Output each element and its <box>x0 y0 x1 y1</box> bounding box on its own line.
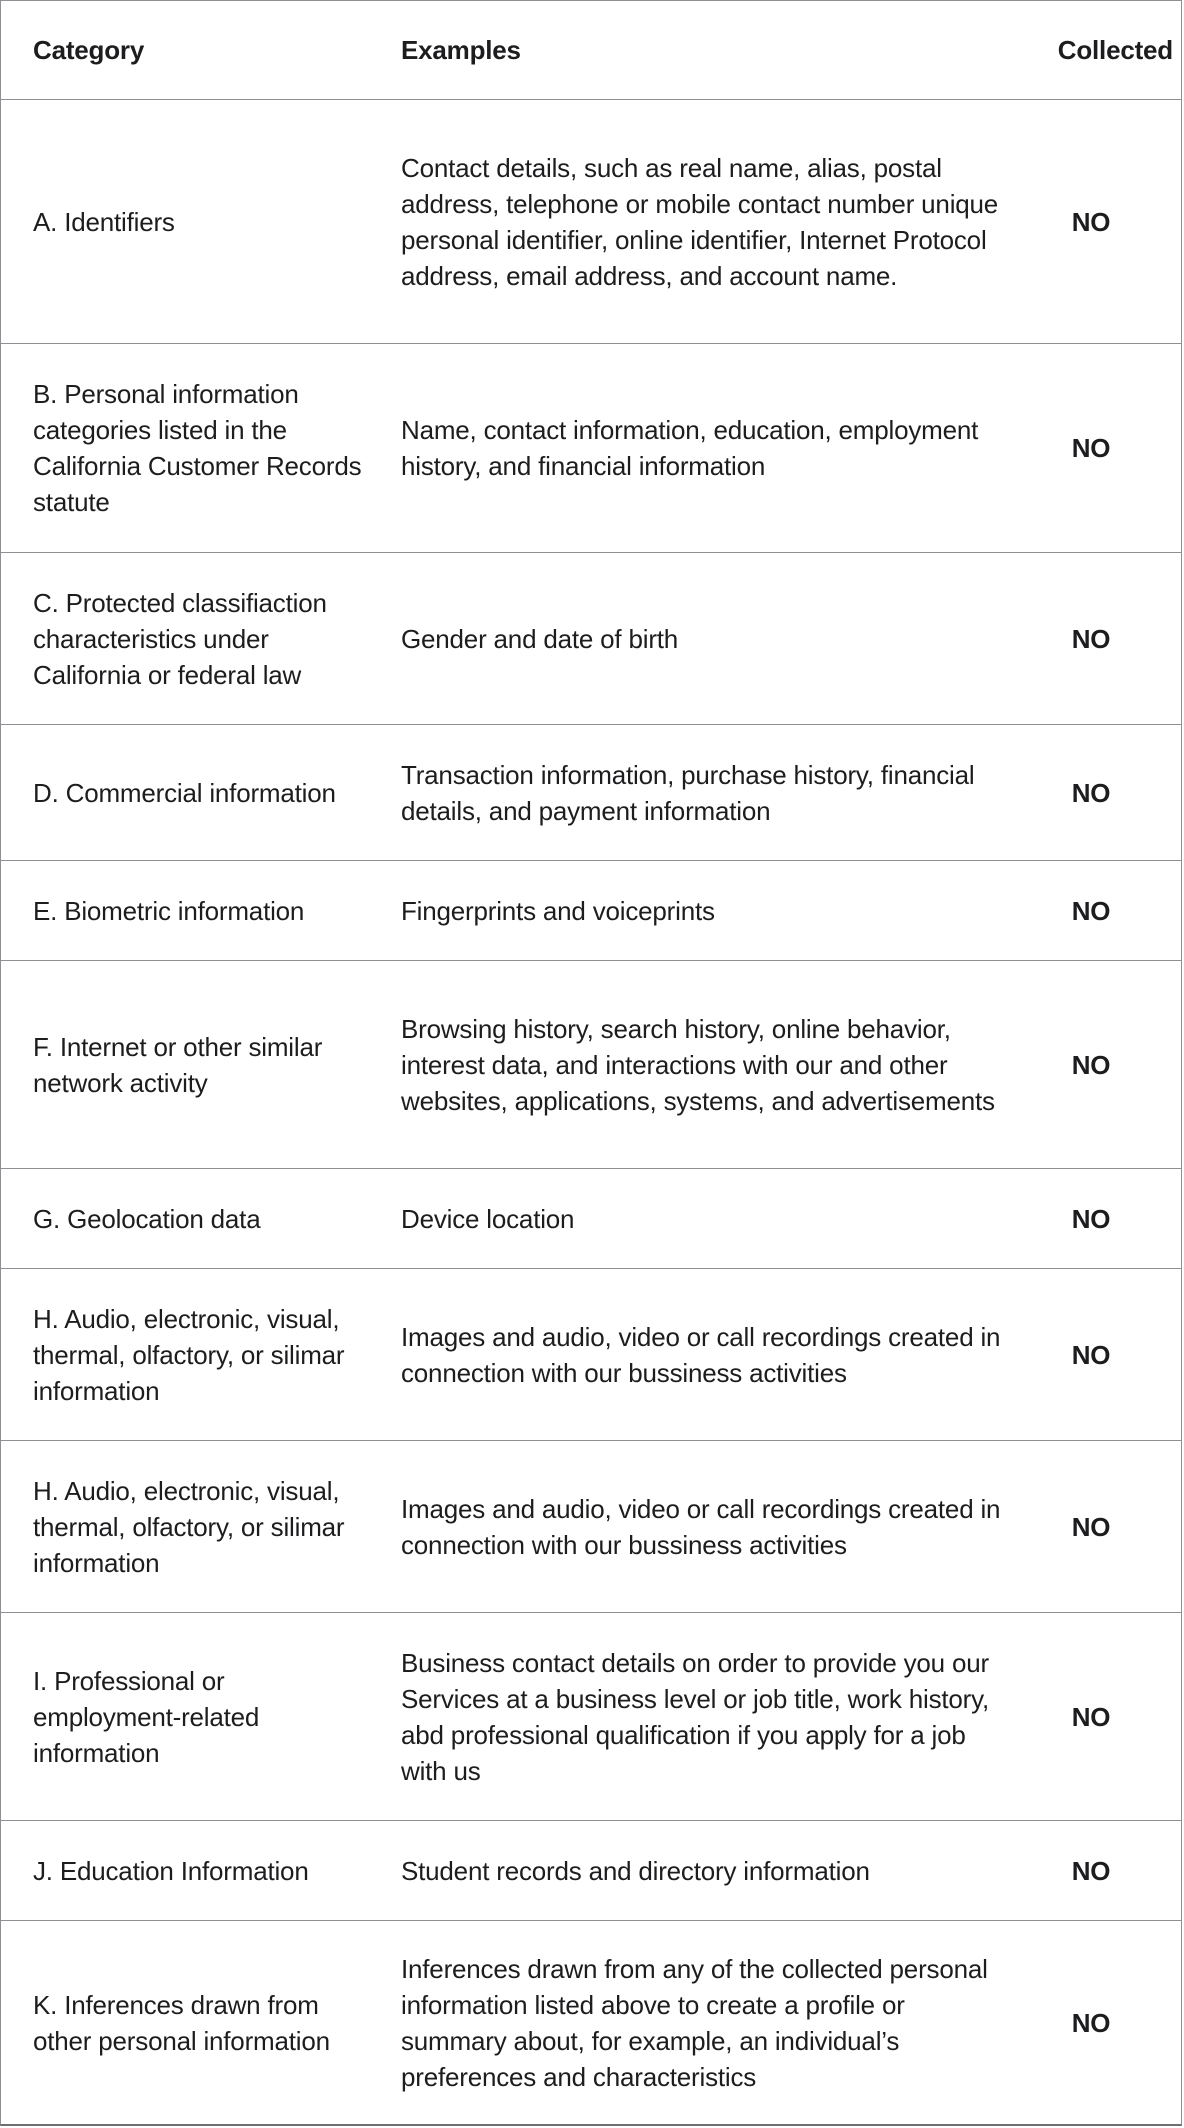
category-cell: B. Personal information categories listed in the California Customer Records statute <box>33 379 362 517</box>
examples-cell: Name, contact information, education, employment history, and financial information <box>401 415 979 481</box>
category-cell: F. Internet or other similar network activity <box>33 1031 323 1098</box>
category-cell: K. Inferences drawn from other personal information <box>33 1990 330 2056</box>
collected-cell: NO <box>1071 623 1111 654</box>
category-cell: J. Education Information <box>33 1855 309 1886</box>
category-cell: I. Professional or employment-related information <box>33 1665 260 1768</box>
examples-cell: Images and audio, video or call recordings created in connection with our bussiness activities <box>401 1493 1001 1560</box>
column-header-category: Category <box>33 35 145 65</box>
category-cell: D. Commercial information <box>33 777 336 808</box>
examples-cell: Contact details, such as real name, alias, postal address, telephone or mobile contact number unique personal identifier, online identifier, Internet Protocol address, email address, and account name. <box>401 152 999 291</box>
collected-cell: NO <box>1071 1855 1111 1886</box>
examples-cell: Student records and directory information <box>401 1855 870 1886</box>
category-cell: A. Identifiers <box>33 206 175 237</box>
table-row <box>1 552 1181 724</box>
collected-cell: NO <box>1071 1049 1111 1080</box>
table-header-row <box>1 1 1181 99</box>
examples-cell: Inferences drawn from any of the collected personal information listed above to create a profile or summary about, for example, an individual’s preferences and characteristics <box>401 1954 988 2092</box>
collected-cell: NO <box>1071 206 1111 237</box>
collected-cell: NO <box>1071 1339 1111 1370</box>
table-row <box>1 99 1181 343</box>
examples-cell: Fingerprints and voiceprints <box>401 895 715 926</box>
table-row <box>1 960 1181 1168</box>
category-cell: E. Biometric information <box>33 895 305 926</box>
table-row <box>1 724 1181 860</box>
table-row <box>1 343 1181 552</box>
collected-cell: NO <box>1071 433 1111 463</box>
category-cell: H. Audio, electronic, visual, thermal, olfactory, or silimar information <box>33 1303 345 1406</box>
collected-cell: NO <box>1071 1701 1111 1732</box>
category-cell: H. Audio, electronic, visual, thermal, olfactory, or silimar information <box>33 1475 345 1578</box>
collected-cell: NO <box>1071 1511 1111 1542</box>
category-cell: C. Protected classifiaction characteristics under California or federal law <box>33 587 327 690</box>
table-row <box>1 1440 1181 1612</box>
table-row <box>1 1168 1181 1268</box>
table-row <box>1 860 1181 960</box>
examples-cell: Transaction information, purchase history, financial details, and payment information <box>401 759 975 826</box>
column-header-examples: Examples <box>401 35 521 65</box>
table-row <box>1 1820 1181 1920</box>
examples-cell: Business contact details on order to provide you our Services at a business level or job title, work history, abd professional qualification if you apply for a job with us <box>401 1647 990 1786</box>
examples-cell: Browsing history, search history, online behavior, interest data, and interactions with our and other websites, applications, systems, and advertisements <box>401 1013 995 1116</box>
table-row <box>1 1268 1181 1440</box>
category-cell: G. Geolocation data <box>33 1203 261 1234</box>
column-header-collected: Collected <box>1057 35 1173 65</box>
table-row <box>1 1920 1181 2125</box>
table-row <box>1 1612 1181 1820</box>
collected-cell: NO <box>1071 2008 1111 2038</box>
collected-cell: NO <box>1071 777 1111 808</box>
examples-cell: Gender and date of birth <box>401 623 679 654</box>
collected-cell: NO <box>1071 1203 1111 1234</box>
examples-cell: Device location <box>401 1203 575 1234</box>
collected-cell: NO <box>1071 895 1111 926</box>
examples-cell: Images and audio, video or call recordings created in connection with our bussiness activities <box>401 1321 1001 1388</box>
